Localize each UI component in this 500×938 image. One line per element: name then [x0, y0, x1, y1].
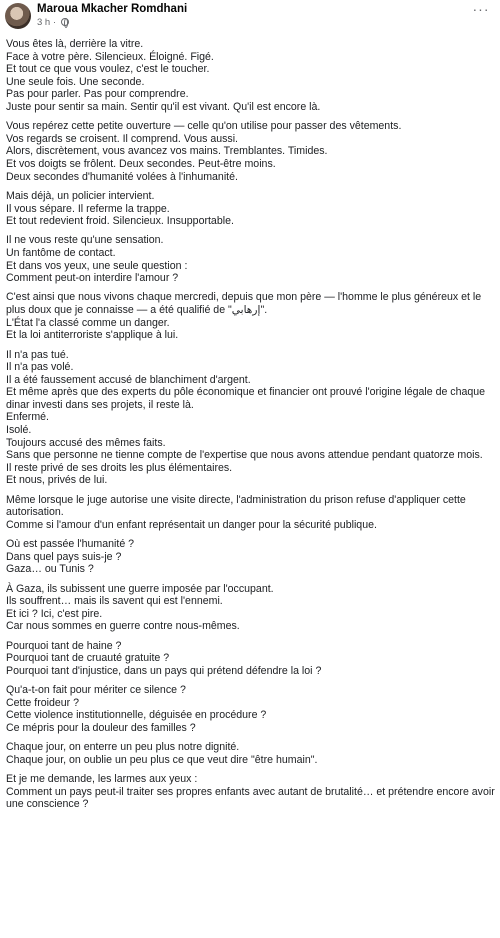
post-paragraph [6, 120, 496, 183]
post-text-line: Mais déjà, un policier intervient. [6, 189, 155, 202]
post-paragraph [6, 741, 496, 766]
post-paragraph [6, 349, 496, 488]
post-text-line: Ils souffrent… mais ils savent qui est l'ennemi. [6, 595, 223, 608]
post-paragraph [6, 494, 496, 532]
post-paragraph [6, 234, 496, 284]
post-text-line: Il n'a pas tué. [6, 348, 69, 361]
post-text-line: Cette violence institutionnelle, déguisée en procédure ? [6, 709, 267, 722]
post-text-line: Il ne vous reste qu'une sensation. [6, 234, 164, 247]
post-text-line: Deux secondes d'humanité volées à l'inhumanité. [6, 170, 238, 183]
post-text-line: Gaza… ou Tunis ? [6, 563, 94, 576]
post-text-line: Juste pour sentir sa main. Sentir qu'il est vivant. Qu'il est encore là. [6, 100, 321, 113]
post-text-line: Et vos doigts se frôlent. Deux secondes. Peut-être moins. [6, 158, 276, 171]
post-text-line: Cette froideur ? [6, 696, 80, 709]
post-text-line: Alors, discrètement, vous avancez vos mains. Tremblantes. Timides. [6, 145, 328, 158]
post-paragraph [6, 583, 496, 633]
post-text-line: Comme si l'amour d'un enfant représentait un danger pour la sécurité publique. [6, 518, 377, 531]
post-text-line: Et tout redevient froid. Silencieux. Insupportable. [6, 215, 234, 228]
post-text-line: Toujours accusé des mêmes faits. [6, 436, 166, 449]
post-text-line: Pourquoi tant de cruauté gratuite ? [6, 652, 170, 665]
post-text-line: Il vous sépare. Il referme la trappe. [6, 202, 170, 215]
post-text-line: Face à votre père. Silencieux. Éloigné. Figé. [6, 50, 214, 63]
post-text-line: Comment un pays peut-il traiter ses propres enfants avec autant de brutalité… et prétendre encore avoir une conscience ? [6, 785, 495, 811]
post-text-line: Il n'a pas volé. [6, 361, 74, 374]
post-paragraph [6, 684, 496, 734]
post-text-line: Et même après que des experts du pôle économique et financier ont prouvé l'origine légale de chaque dinar investi dans ses projets, il reste là. [6, 386, 486, 411]
post-paragraph [6, 38, 496, 114]
post-text-line: Une seule fois. Une seconde. [6, 75, 145, 88]
post-header [0, 0, 500, 32]
post-text-line: Il a été faussement accusé de blanchiment d'argent. [6, 373, 251, 386]
post-text-line: Pourquoi tant d'injustice, dans un pays qui prétend défendre la loi ? [6, 664, 322, 677]
post-paragraph [6, 291, 496, 341]
post-text-line: Et nous, privés de lui. [6, 474, 108, 487]
post-time[interactable]: 3 h · [37, 17, 57, 28]
author-name[interactable]: Maroua Mkacher Romdhani [37, 3, 188, 15]
post-text-line: Vous êtes là, derrière la vitre. [6, 38, 144, 50]
post-text-line: Qu'a-t-on fait pour mériter ce silence ? [6, 684, 186, 697]
post-text-line: Ce mépris pour la douleur des familles ? [6, 721, 196, 734]
post-paragraph [6, 190, 496, 228]
post-text-line: Même lorsque le juge autorise une visite directe, l'administration du prison refuse d'appliquer cette autorisation. [6, 493, 466, 519]
post-text-line: Isolé. [6, 424, 32, 437]
post-text-line: Où est passée l'humanité ? [6, 538, 135, 551]
post-text-line: Enfermé. [6, 411, 49, 424]
post-text-line: Et dans vos yeux, une seule question : [6, 259, 188, 272]
post-text-line: Dans quel pays suis-je ? [6, 550, 122, 563]
post-text-line: Et la loi antiterroriste s'applique à lui. [6, 329, 179, 342]
post-text-line: Il reste privé de ses droits les plus élémentaires. [6, 461, 233, 474]
post-meta [37, 17, 69, 28]
post-body [6, 38, 496, 818]
post-text-line: L'État l'a classé comme un danger. [6, 316, 170, 329]
post-text-line: Car nous sommes en guerre contre nous-mêmes. [6, 620, 240, 633]
more-options-button[interactable]: ··· [472, 1, 490, 17]
post-paragraph [6, 538, 496, 576]
post-text-line: Pourquoi tant de haine ? [6, 639, 122, 652]
post-text-line: C'est ainsi que nous vivons chaque mercredi, depuis que mon père — l'homme le plus généreux et le plus doux que je connaisse — a été qualifié de "إرهابي". [6, 291, 482, 317]
post-text-line: Chaque jour, on oublie un peu plus ce que veut dire "être humain". [6, 753, 318, 766]
post-paragraph [6, 640, 496, 678]
post-text-line: Sans que personne ne tienne compte de l'expertise que nous avons attendue pendant quatorze mois. [6, 449, 483, 462]
post-text-line: Vos regards se croisent. Il comprend. Vous aussi. [6, 132, 239, 145]
post-text-line: Et je me demande, les larmes aux yeux : [6, 773, 198, 786]
post-text-line: Pas pour parler. Pas pour comprendre. [6, 88, 189, 101]
post-text-line: Et tout ce que vous voulez, c'est le toucher. [6, 63, 210, 76]
post-paragraph [6, 773, 496, 811]
post-text-line: Et ici ? Ici, c'est pire. [6, 607, 103, 620]
post-text-line: À Gaza, ils subissent une guerre imposée par l'occupant. [6, 582, 274, 595]
post-text-line: Vous repérez cette petite ouverture — celle qu'on utilise pour passer des vêtements. [6, 120, 402, 133]
author-avatar[interactable] [5, 3, 31, 29]
post-text-line: Un fantôme de contact. [6, 246, 116, 259]
post-text-line: Comment peut-on interdire l'amour ? [6, 272, 179, 285]
post-text-line: Chaque jour, on enterre un peu plus notre dignité. [6, 741, 240, 754]
globe-icon [61, 18, 69, 26]
